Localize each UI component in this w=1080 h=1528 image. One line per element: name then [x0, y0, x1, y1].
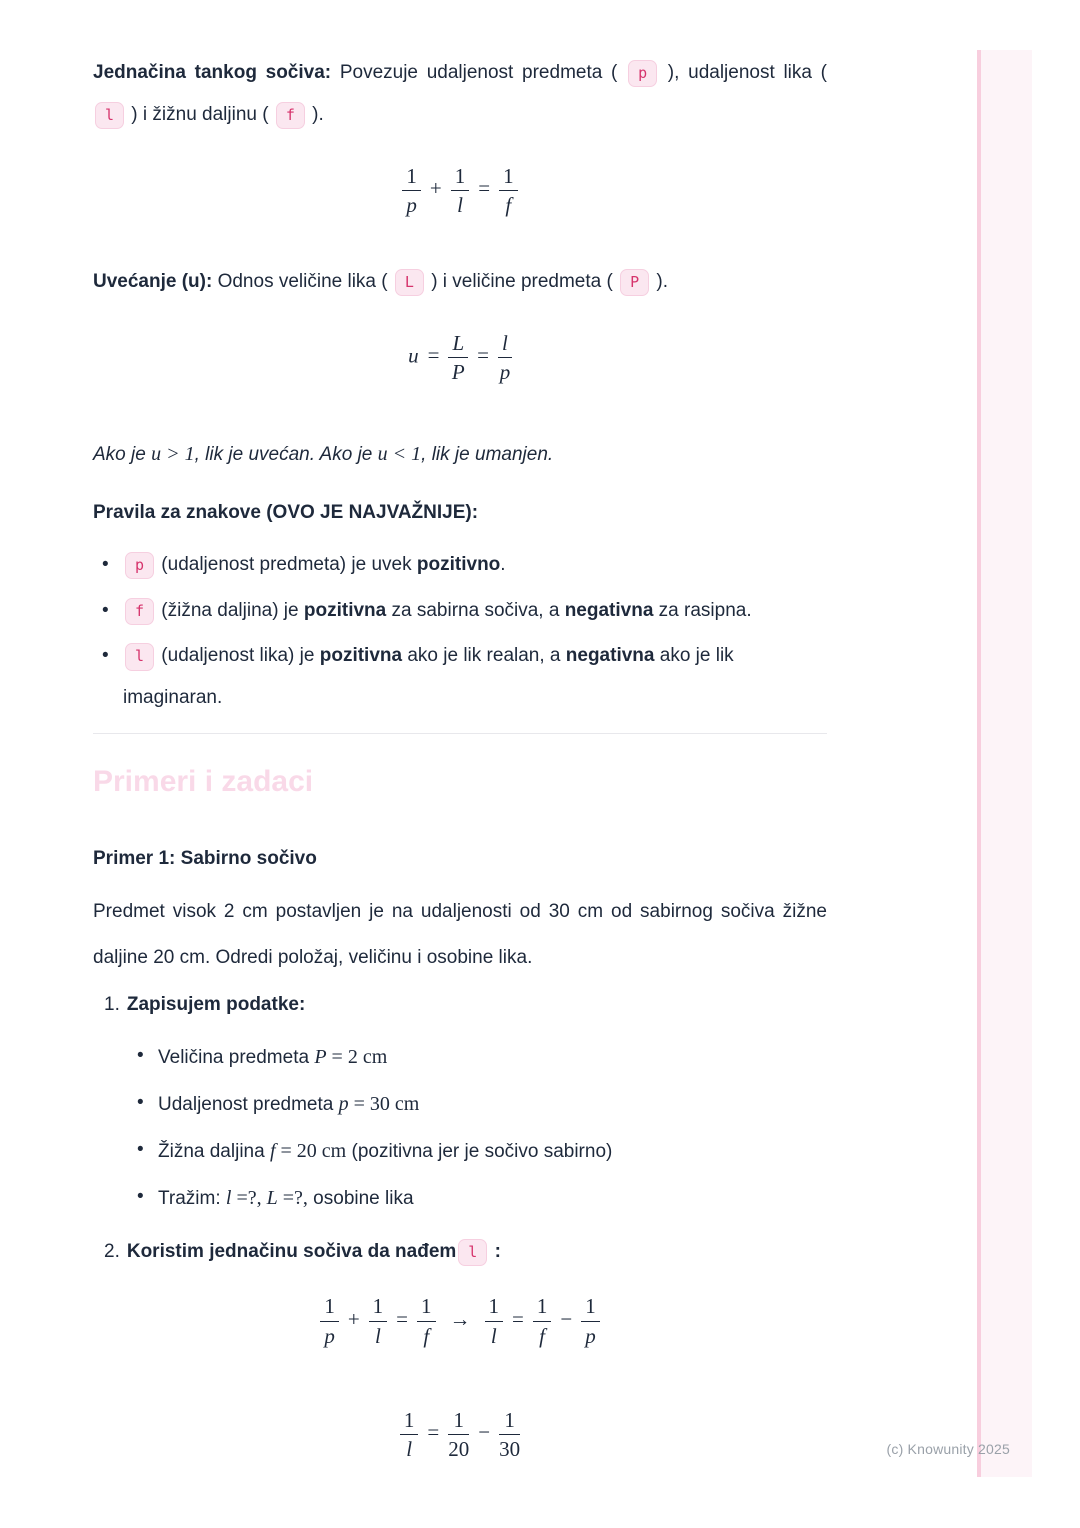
- var-chip-l: l: [125, 643, 154, 670]
- rule-text: .: [500, 553, 506, 575]
- rule-item: [93, 635, 827, 719]
- data-text: osobine lika: [307, 1187, 414, 1209]
- next-page-preview: [977, 50, 1032, 1477]
- step-number: 1.: [104, 993, 120, 1015]
- numerator: 1: [320, 1294, 339, 1321]
- given-data-list: [93, 1035, 827, 1220]
- rules-list: [93, 544, 827, 719]
- note-text: , lik je uvećan. Ako je: [194, 443, 378, 465]
- watermark: (c) Knowunity 2025: [886, 1441, 1010, 1457]
- numerator: 1: [485, 1294, 504, 1321]
- inline-math: =?,: [277, 1186, 308, 1209]
- rule-item: [93, 544, 827, 586]
- rule-emphasis: pozitivno: [416, 553, 501, 575]
- numerator: 1: [451, 164, 470, 191]
- denominator: 30: [499, 1436, 521, 1461]
- fraction: [448, 331, 468, 384]
- operator: +: [429, 176, 442, 201]
- inline-math: = 2 cm: [326, 1045, 388, 1068]
- step-title: [127, 1231, 501, 1273]
- rule-emphasis: negativna: [564, 599, 654, 621]
- rule-text: za rasipna.: [653, 599, 752, 621]
- example-1-heading: Primer 1: Sabirno sočivo: [93, 847, 317, 869]
- fraction: [400, 1408, 419, 1461]
- var-chip-l: l: [458, 1239, 487, 1266]
- numerator: 1: [448, 1408, 469, 1435]
- operator: =: [396, 1306, 408, 1331]
- note-text: , lik je umanjen.: [421, 443, 554, 465]
- magnification-text: ) i veličine predmeta (: [425, 270, 619, 292]
- rule-item: [93, 590, 827, 632]
- operator: +: [347, 1306, 360, 1331]
- denominator: l: [457, 192, 463, 217]
- inline-math-variable: l: [225, 1186, 232, 1209]
- fraction: [499, 164, 518, 217]
- inline-math-variable: L: [266, 1186, 278, 1209]
- fraction: [499, 1408, 520, 1461]
- inline-math-variable: f: [269, 1139, 276, 1162]
- rules-heading: Pravila za znakove (OVO JE NAJVAŽNIJE):: [93, 501, 479, 523]
- denominator: l: [374, 1323, 381, 1348]
- inline-math: = 30 cm: [348, 1092, 420, 1115]
- fraction: [533, 1294, 552, 1347]
- operator: =: [427, 1420, 440, 1445]
- numerator: 1: [499, 1408, 520, 1435]
- numerator: l: [498, 331, 512, 358]
- fraction: [369, 1294, 388, 1347]
- fraction: [498, 331, 512, 384]
- rule-text: (žižna daljina) je: [156, 599, 304, 621]
- numerator: 1: [400, 1408, 419, 1435]
- denominator: f: [505, 192, 512, 217]
- var-chip-l: l: [95, 102, 124, 129]
- data-text: (pozitivna jer je sočivo sabirno): [346, 1140, 613, 1162]
- denominator: l: [490, 1323, 497, 1348]
- var-chip-L: L: [395, 269, 424, 296]
- magnification-paragraph: [93, 261, 827, 303]
- operator: −: [478, 1420, 491, 1445]
- step-1-item: [104, 984, 827, 1026]
- operator: =: [478, 176, 491, 201]
- data-item: [93, 1035, 827, 1079]
- step-title-bold: :: [489, 1240, 501, 1262]
- inline-math-variable: p: [338, 1092, 349, 1115]
- var-chip-p: p: [628, 60, 657, 87]
- numerator: 1: [402, 164, 421, 191]
- numerator: 1: [369, 1294, 388, 1321]
- rule-emphasis: pozitivna: [303, 599, 387, 621]
- inline-math: u > 1: [151, 442, 195, 465]
- numerator: 1: [581, 1294, 600, 1321]
- inline-math: =?,: [231, 1186, 267, 1209]
- lead-term: Jednačina tankog sočiva:: [93, 62, 332, 83]
- magnification-note: [93, 432, 827, 476]
- intro-text: Povezuje udaljenost predmeta (: [331, 62, 627, 83]
- intro-text: ) i žižnu daljinu (: [126, 103, 274, 125]
- operator: −: [560, 1306, 573, 1331]
- data-text: Udaljenost predmeta: [158, 1093, 339, 1115]
- variable: u: [408, 343, 419, 368]
- intro-text: ), udaljenost lika (: [659, 62, 828, 83]
- var-chip-f: f: [125, 598, 154, 625]
- denominator: p: [406, 192, 417, 217]
- rule-text: (udaljenost predmeta) je uvek: [156, 553, 417, 575]
- rule-text: ako je lik realan, a: [402, 645, 566, 667]
- denominator: l: [406, 1436, 413, 1461]
- inline-math: u < 1: [377, 442, 422, 465]
- inline-math: = 20 cm: [275, 1139, 347, 1162]
- fraction: [485, 1294, 504, 1347]
- data-item: [93, 1129, 827, 1173]
- examples-section-heading: Primeri i zadaci: [93, 764, 314, 798]
- rule-emphasis: negativna: [565, 645, 655, 667]
- note-text: Ako je: [93, 443, 152, 465]
- denominator: P: [451, 359, 465, 384]
- step-title: Zapisujem podatke:: [126, 993, 306, 1015]
- operator: =: [477, 343, 490, 368]
- lens-equation-block: [93, 164, 827, 217]
- var-chip-f: f: [276, 102, 305, 129]
- step-number: 2.: [104, 1240, 120, 1262]
- arrow-right-icon: →: [449, 1306, 471, 1331]
- numerator: 1: [499, 164, 518, 191]
- rearranged-equation-block: [93, 1294, 827, 1347]
- magnification-text: Odnos veličine lika (: [212, 270, 393, 292]
- magnification-equation-block: [93, 331, 827, 384]
- operator: =: [427, 343, 440, 368]
- data-text: Žižna daljina: [158, 1140, 270, 1162]
- fraction: [320, 1294, 339, 1347]
- intro-paragraph: [93, 52, 827, 136]
- denominator: p: [324, 1323, 335, 1348]
- intro-text: ).: [306, 103, 324, 125]
- fraction: [451, 164, 470, 217]
- denominator: p: [585, 1323, 596, 1348]
- denominator: p: [499, 359, 511, 384]
- fraction: [417, 1294, 436, 1347]
- rule-text: ako je lik imaginaran.: [123, 645, 734, 709]
- numerator: 1: [533, 1294, 552, 1321]
- operator: =: [512, 1306, 524, 1331]
- fraction: [581, 1294, 600, 1347]
- fraction: [402, 164, 421, 217]
- numeric-equation-block: [93, 1408, 827, 1461]
- data-item: [93, 1176, 827, 1220]
- rule-emphasis: pozitivna: [319, 645, 403, 667]
- denominator: 20: [448, 1436, 470, 1461]
- var-chip-p: p: [125, 552, 154, 579]
- data-text: Tražim:: [158, 1187, 226, 1209]
- problem-statement: Predmet visok 2 cm postavljen je na udaljenosti od 30 cm od sabirnog sočiva žižne daljine 20 cm. Odredi položaj, veličinu i osobine lika.: [93, 900, 827, 969]
- denominator: f: [539, 1323, 546, 1348]
- rule-text: (udaljenost lika) je: [156, 645, 320, 667]
- inline-math-variable: P: [314, 1045, 327, 1068]
- rule-text: za sabirna sočiva, a: [386, 599, 565, 621]
- step-2-item: [104, 1231, 827, 1273]
- data-item: [93, 1082, 827, 1126]
- data-text: Veličina predmeta: [158, 1046, 315, 1068]
- step-title-bold: Koristim jednačinu sočiva da nađem: [126, 1240, 457, 1262]
- numerator: 1: [417, 1294, 436, 1321]
- section-divider: [93, 733, 827, 734]
- magnification-text: ).: [651, 270, 669, 292]
- numerator: L: [448, 331, 468, 358]
- denominator: f: [423, 1323, 430, 1348]
- fraction: [448, 1408, 469, 1461]
- var-chip-P: P: [620, 269, 649, 296]
- lead-term: Uvećanje (u):: [93, 270, 213, 292]
